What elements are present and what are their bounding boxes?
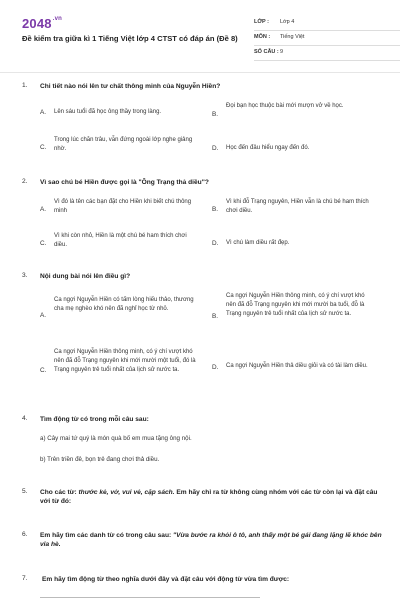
option-text: Vì chú làm diều rất đẹp. <box>226 240 290 246</box>
question-text: Nội dung bài nói lên điều gì? <box>40 273 131 280</box>
question-number: 3. <box>22 272 28 279</box>
option-text: Ca ngợi Nguyễn Hiền thông minh, có ý chí vượt khó nên đã đỗ Trạng nguyên khi mới mười một tuổi, đó là Trạng nguyên trẻ tuổi nhất của lịch sử nước ta. <box>54 349 196 373</box>
site-logo[interactable] <box>22 16 62 31</box>
option-text: Ca ngợi Nguyễn Hiền thông minh, có ý chí vượt khó nên đã đỗ Trạng nguyên khi mới mười ba tuổi, đỗ là Trạng nguyên trẻ tuổi nhất của lịch sử nước ta. <box>226 293 365 317</box>
meta-row-class <box>254 16 400 31</box>
option-text: Vì đó là tên các bạn đặt cho Hiền khi biết chú thông minh <box>54 199 192 214</box>
question-text: Vì sao chú bé Hiền được gọi là "Ông Trạng thả diều"? <box>40 179 209 186</box>
logo-text: 2048 <box>22 16 52 31</box>
meta-key: MÔN : <box>254 34 271 40</box>
question-number: 4. <box>22 415 28 422</box>
question-number: 2. <box>22 178 28 185</box>
meta-key: LỚP : <box>254 19 269 25</box>
document-title: Đề kiểm tra giữa kì 1 Tiếng Việt lớp 4 CTST có đáp án (Đề 8) <box>22 34 238 43</box>
question-text: Tìm động từ có trong mỗi câu sau: <box>40 416 149 423</box>
question-text: Chi tiết nào nói lên tư chất thông minh của Nguyễn Hiền? <box>40 83 221 90</box>
sentence-b: b) Trên triền đê, bọn trẻ đang chơi thả diều. <box>40 456 160 463</box>
option-letter: D. <box>212 240 219 247</box>
option-text: Học đến đâu hiểu ngay đến đó. <box>226 145 310 151</box>
logo-suffix: .vn <box>52 16 63 22</box>
meta-row-count <box>254 46 400 61</box>
option-letter: D. <box>212 145 219 152</box>
option-letter: C. <box>40 367 47 374</box>
header <box>22 14 382 58</box>
option-text: Ca ngợi Nguyễn Hiền có tấm lòng hiếu thảo, thương cha mẹ nghèo khó nên đã nghỉ học từ nhỏ. <box>54 297 194 312</box>
meta-value: Tiếng Việt <box>280 34 305 40</box>
meta-info <box>254 16 400 61</box>
option-letter: D. <box>212 364 219 371</box>
option-letter: B. <box>212 206 219 213</box>
option-text: Vì khi còn nhỏ, Hiền là một chú bé ham thích chơi diều. <box>54 233 187 248</box>
meta-row-subject <box>254 31 400 46</box>
sentence-a: a) Cây mai tứ quý là món quà bố em mua tặng ông nội. <box>40 435 192 442</box>
option-letter: B. <box>212 111 219 118</box>
question-word-list: thước kẻ, vở, vui vẻ, cặp sách. <box>78 489 175 496</box>
option-letter: C. <box>40 144 47 151</box>
option-letter: A. <box>40 312 47 319</box>
option-text: Đọi bạn học thuộc bài mới mượn vở về học. <box>226 103 344 109</box>
question-number: 6. <box>22 531 28 538</box>
question-quote: "Vừa bước ra khỏi ô tô, anh thấy một bé gái đang lặng lẽ khóc bên vỉa hè. <box>40 532 382 548</box>
question-number: 1. <box>22 82 28 89</box>
option-letter: B. <box>212 313 219 320</box>
option-text: Trong lúc chăn trâu, vẫn đứng ngoài lớp nghe giảng nhờ. <box>54 137 193 152</box>
question-text: Em hãy tìm động từ theo nghĩa dưới đây và đặt câu với động từ vừa tìm được: <box>42 576 290 583</box>
question-prefix: Cho các từ: <box>40 489 79 496</box>
meta-value: Lớp 4 <box>280 19 295 25</box>
question-text <box>40 488 382 506</box>
option-text: Vì khi đỗ Trạng nguyên, Hiền vẫn là chú bé ham thích chơi diều. <box>226 199 369 214</box>
meta-value: 9 <box>280 49 284 55</box>
question-suffix: Em hãy chỉ ra từ không cùng nhóm với các từ còn lại và đặt câu với từ đó: <box>40 489 378 505</box>
option-letter: A. <box>40 206 47 213</box>
question-text <box>40 531 382 549</box>
question-number: 7. <box>22 575 28 582</box>
option-letter: C. <box>40 240 47 247</box>
option-text: Lên sáu tuổi đã học ông thầy trong làng. <box>54 109 162 115</box>
answer-box[interactable] <box>40 597 260 604</box>
option-letter: A. <box>40 109 47 116</box>
question-number: 5. <box>22 488 28 495</box>
option-text: Ca ngợi Nguyễn Hiền thả diều giỏi và có tài làm diều. <box>226 363 368 369</box>
meta-key: SỐ CÂU : <box>254 49 279 55</box>
question-prefix: Em hãy tìm các danh từ có trong câu sau: <box>40 532 174 539</box>
header-divider <box>0 72 400 73</box>
